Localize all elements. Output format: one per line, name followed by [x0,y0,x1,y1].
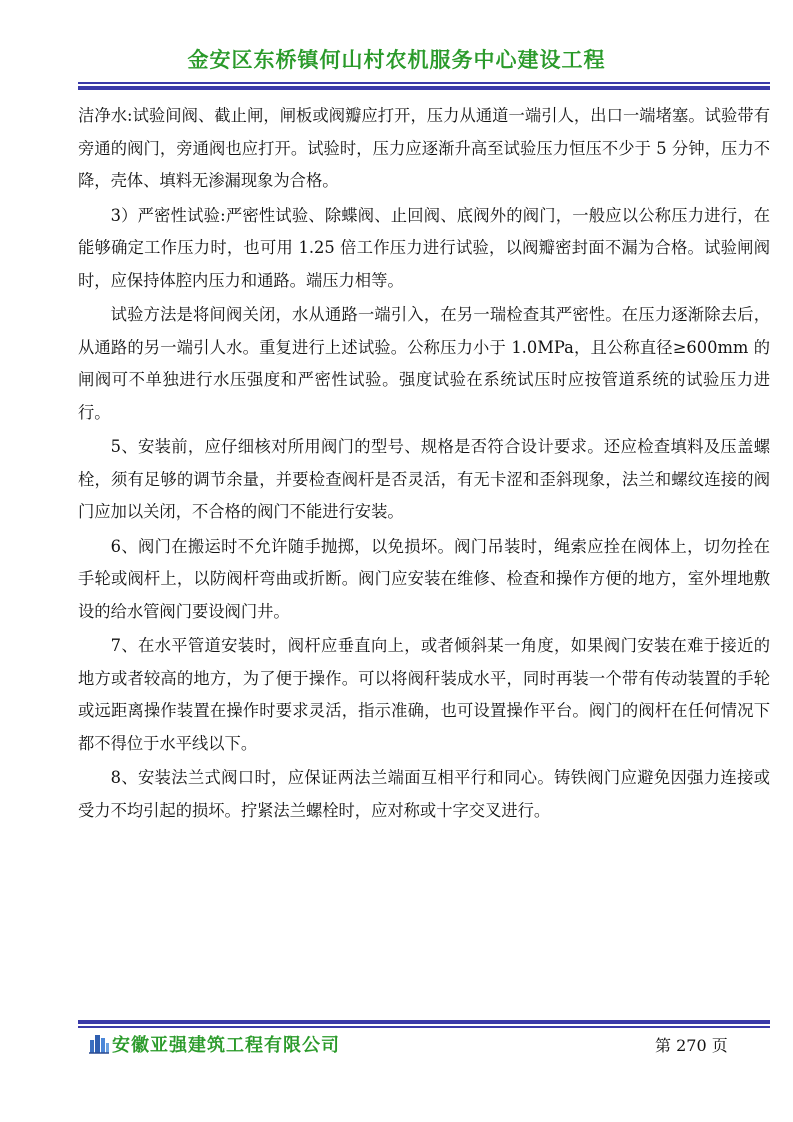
page-number: 第 270 页 [655,1036,728,1055]
paragraph: 6、阀门在搬运时不允许随手抛掷，以免损坏。阀门吊装时，绳索应拴在阀体上，切勿拴在手轮或阀杆上，以防阀杆弯曲或折断。阀门应安装在维修、检查和操作方便的地方，室外埋地敷设的给水管阀门要设阀门井。 [78,536,770,621]
footer-company-name: 安徽亚强建筑工程有限公司 [112,1035,340,1056]
paragraph: 5、安装前，应仔细核对所用阀门的型号、规格是否符合设计要求。还应检查填料及压盖螺栓，须有足够的调节余量，并要检查阀杆是否灵活，有无卡涩和歪斜现象，法兰和螺纹连接的阀门应加以关闭，不合格的阀门不能进行安装。 [78,437,770,521]
document-body [78,100,770,829]
paragraph: 洁净水:试验间阀、截止闸，闸板或阀瓣应打开，压力从通道一端引人，出口一端堵塞。试验带有旁通的阀门，旁通阀也应打开。试验时，压力应逐渐升高至试验压力恒压不少于 5 分钟，压力不降，壳体、填料无渗漏现象为合格。 [78,106,770,190]
header-rule-thick [78,86,770,90]
footer-rule-thick [78,1020,770,1024]
paragraph: 试验方法是将间阀关闭，水从通路一端引入，在另一瑞检查其严密性。在压力逐渐除去后，从通路的另一端引人水。重复进行上述试验。公称压力小于 1.0MPa，且公称直径≥600mm 的闸阀可不单独进行水压强度和严密性试验。强度试验在系统试压时应按管道系统的试验压力进行。 [78,305,770,422]
paragraph: 3）严密性试验:严密性试验、除蝶阀、止回阀、底阀外的阀门，一般应以公称压力进行，在能够确定工作压力时，也可用 1.25 倍工作压力进行试验，以阀瓣密封面不漏为合格。试验闸阀时，应保持体腔内压力和通路。端压力相等。 [78,205,770,290]
header-rule-thin [78,82,770,84]
page-header-title: 金安区东桥镇何山村农机服务中心建设工程 [187,48,606,72]
paragraph: 7、在水平管道安装时，阀杆应垂直向上，或者倾斜某一角度，如果阀门安装在难于接近的地方或者较高的地方，为了便于操作。可以将阀秆装成水平，同时再装一个带有传动装置的手轮或远距离操作装置在操作时要求灵活，指示准确，也可设置操作平台。阀门的阀杆在任何情况下都不得位于水平线以下。 [78,636,770,753]
building-logo-icon [88,1032,110,1054]
footer-rule-thin [78,1026,770,1028]
paragraph: 8、安装法兰式阀口时，应保证两法兰端面互相平行和同心。铸铁阀门应避免因强力连接或受力不均引起的损坏。拧紧法兰螺栓时，应对称或十字交叉进行。 [78,768,770,820]
